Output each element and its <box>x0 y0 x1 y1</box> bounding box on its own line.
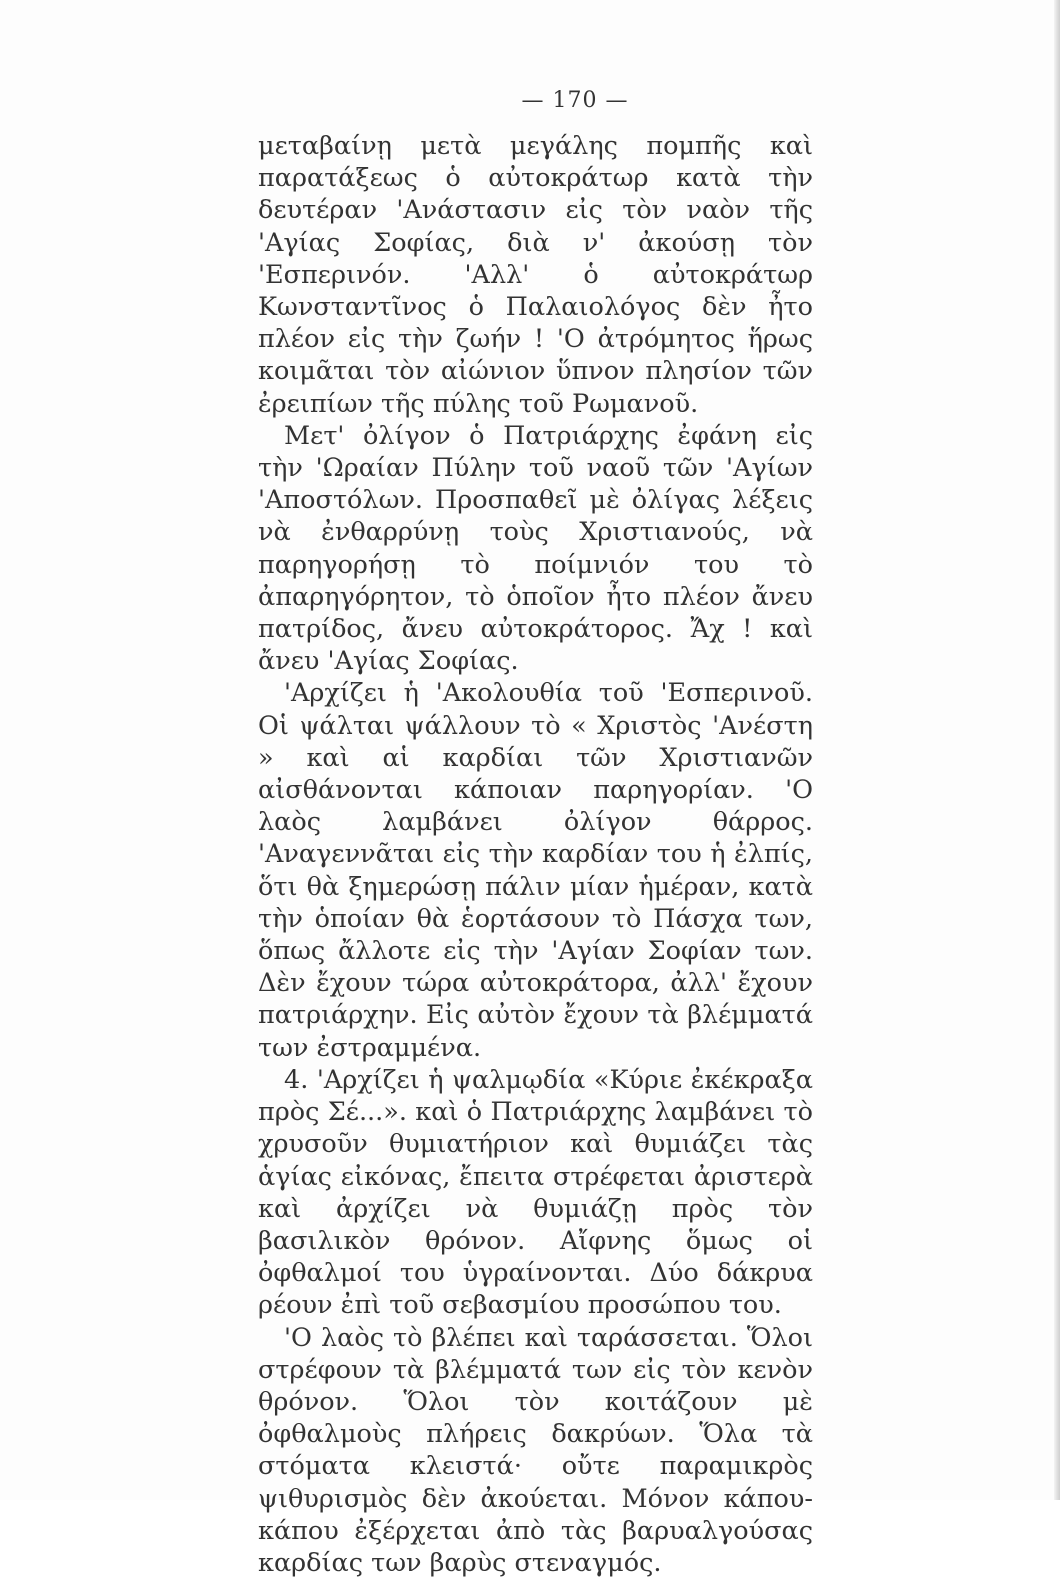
body-text <box>258 130 813 1579</box>
paragraph-5: 'Ο λαὸς τὸ βλέπει καὶ ταράσσεται. Ὅλοι στρέφουν τὰ βλέμματά των εἰς τὸν κενὸν θρόνον. Ὅλοι τὸν κοιτάζουν μὲ ὀφθαλμοὺς πλήρεις δακρύων. Ὅλα τὰ στόματα κλειστά· οὔτε παραμικρὸς ψιθυρισμὸς δὲν ἀκούεται. Μόνον κάπου-κάπου ἐξέρχεται ἀπὸ τὰς βαρυαλγούσας καρδίας των βαρὺς στεναγμός. <box>258 1322 813 1578</box>
paragraph-4: 4. 'Αρχίζει ἡ ψαλμῳδία «Κύριε ἐκέκραξα πρὸς Σέ...». καὶ ὁ Πατριάρχης λαμβάνει τὸ χρυσοῦν θυμιατήριον καὶ θυμιάζει τὰς ἁγίας εἰκόνας, ἔπειτα στρέφεται ἀριστερὰ καὶ ἀρχίζει νὰ θυμιάζῃ πρὸς τὸν βασιλικὸν θρόνον. Αἴφνης ὅμως οἱ ὀφθαλμοί του ὑγραίνονται. Δύο δάκρυα ρέουν ἐπὶ τοῦ σεβασμίου προσώπου του. <box>258 1064 813 1321</box>
paragraph-3: 'Αρχίζει ἡ 'Ακολουθία τοῦ 'Εσπερινοῦ. Οἱ ψάλται ψάλλουν τὸ « Χριστὸς 'Ανέστη » καὶ αἱ καρδίαι τῶν Χριστιανῶν αἰσθάνονται κάποιαν παρηγορίαν. 'Ο λαὸς λαμβάνει ὀλίγον θάρρος. 'Αναγεννᾶται εἰς τὴν καρδίαν του ἡ ἐλπίς, ὅτι θὰ ξημερώσῃ πάλιν μίαν ἡμέραν, κατὰ τὴν ὁποίαν θὰ ἑορτάσουν τὸ Πάσχα των, ὅπως ἄλλοτε εἰς τὴν 'Αγίαν Σοφίαν των. Δὲν ἔχουν τώρα αὐτοκράτορα, ἀλλ' ἔχουν πατριάρχην. Εἰς αὐτὸν ἔχουν τὰ βλέμματά των ἐστραμμένα. <box>258 678 813 1063</box>
page-edge-shadow <box>1054 0 1060 1500</box>
page-number: — 170 — <box>521 88 629 113</box>
paragraph-2: Μετ' ὀλίγον ὁ Πατριάρχης ἐφάνη εἰς τὴν 'Ωραίαν Πύλην τοῦ ναοῦ τῶν 'Αγίων 'Αποστόλων. Προσπαθεῖ μὲ ὀλίγας λέξεις νὰ ἐνθαρρύνῃ τοὺς Χριστιανούς, νὰ παρηγορήσῃ τὸ ποίμνιόν του τὸ ἀπαρηγόρητον, τὸ ὁποῖον ἦτο πλέον ἄνευ πατρίδος, ἄνευ αὐτοκράτορος. Ἄχ ! καὶ ἄνευ 'Αγίας Σοφίας. <box>258 420 813 677</box>
paragraph-1: μεταβαίνῃ μετὰ μεγάλης πομπῆς καὶ παρατάξεως ὁ αὐτοκράτωρ κατὰ τὴν δευτέραν 'Ανάστασιν εἰς τὸν ναὸν τῆς 'Αγίας Σοφίας, διὰ ν' ἀκούσῃ τὸν 'Εσπερινόν. 'Αλλ' ὁ αὐτοκράτωρ Κωνσταντῖνος ὁ Παλαιολόγος δὲν ἦτο πλέον εἰς τὴν ζωήν ! 'Ο ἀτρόμητος ἥρως κοιμᾶται τὸν αἰώνιον ὕπνον πλησίον τῶν ἐρειπίων τῆς πύλης τοῦ Ρωμανοῦ. <box>258 131 813 419</box>
